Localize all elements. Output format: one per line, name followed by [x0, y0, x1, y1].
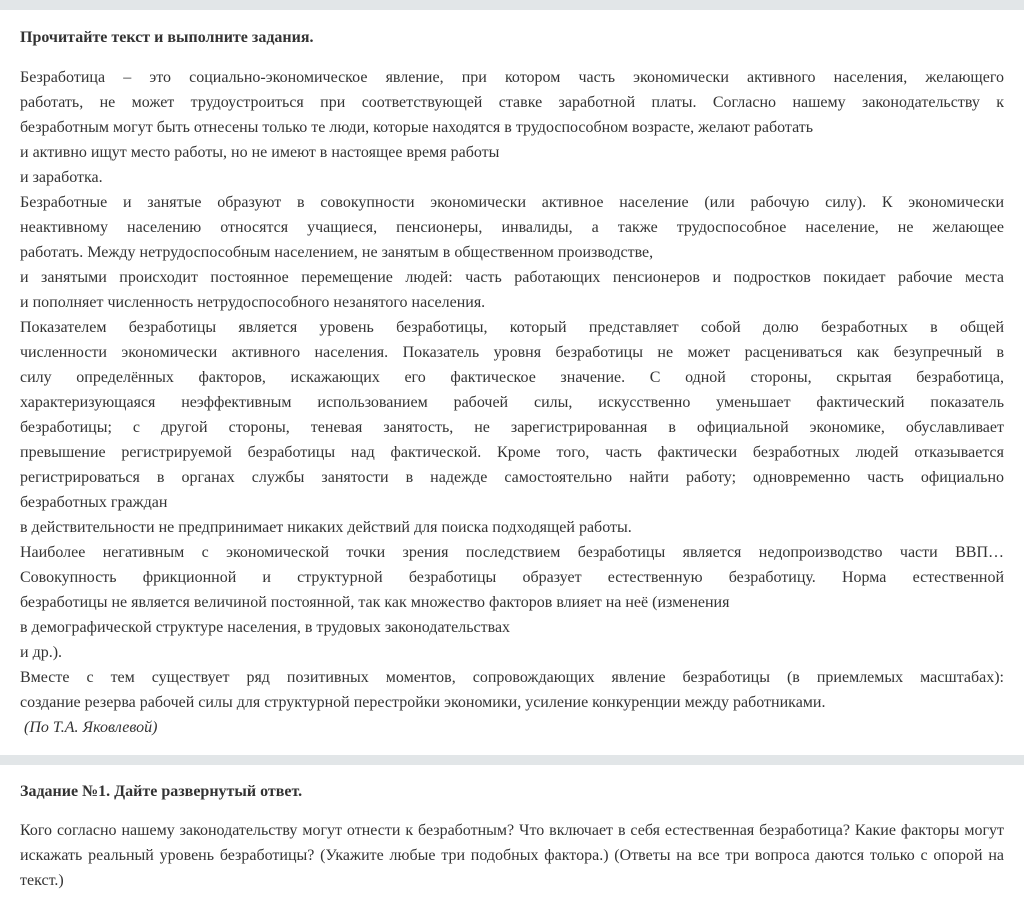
text-line: в действительности не предпринимает никаких действий для поиска подходящей работы. [20, 519, 632, 536]
attribution: (По Т.А. Яковлевой) [20, 719, 158, 736]
text-line: Безработные и занятые образуют в совокупности экономически активное население (или рабочую силу). К экономически [20, 194, 1004, 211]
task-1-title: Задание №1. Дайте развернутый ответ. [20, 783, 303, 800]
text-line: безработных граждан [20, 494, 168, 511]
text-line: и занятыми происходит постоянное перемещение людей: часть работающих пенсионеров и подростков покидает рабочие места [20, 269, 1004, 286]
text-line: и пополняет численность нетрудоспособного незанятого населения. [20, 294, 486, 311]
text-line: и др.). [20, 644, 63, 661]
text-line: в демографической структуре населения, в трудовых законодательствах [20, 619, 511, 636]
text-line: и заработка. [20, 169, 103, 186]
text-line: безработным могут быть отнесены только те люди, которые находятся в трудоспособном возрасте, желают работать [20, 119, 814, 136]
text-line: Совокупность фрикционной и структурной безработицы образует естественную безработицу. Норма естественной [20, 569, 1004, 586]
text-line: и активно ищут место работы, но не имеют в настоящее время работы [20, 144, 500, 161]
text-line: регистрироваться в органах службы занятости в надежде самостоятельно найти работу; одновременно часть официально [20, 469, 1004, 486]
task-1-question: Кого согласно нашему законодательству могут отнести к безработным? Что включает в себя естественная безработица? Какие факторы могут искажать реальный уровень безработицы? (Укажите любые три подобных фактора.) (Ответы на все три вопроса даются только с опорой на текст.) [20, 822, 1004, 889]
text-line: безработицы не является величиной постоянной, так как множество факторов влияет на неё (изменения [20, 594, 730, 611]
reading-title: Прочитайте текст и выполните задания. [20, 29, 314, 46]
text-line: характеризующаяся неэффективным использованием рабочей силы, искусственно уменьшает фактический показатель [20, 394, 1004, 411]
text-line: создание резерва рабочей силы для структурной перестройки экономики, усиление конкуренции между работниками. [20, 694, 826, 711]
text-line: работать. Между нетрудоспособным населением, не занятым в общественном производстве, [20, 244, 654, 261]
text-line: безработицы; с другой стороны, теневая занятость, не зарегистрированная в официальной экономике, обуславливает [20, 419, 1004, 436]
text-line: Безработица – это социально-экономическое явление, при котором часть экономически активного населения, желающего [20, 69, 1004, 86]
text-line: численности экономически активного населения. Показатель уровня безработицы не может расцениваться как безупречный в [20, 344, 1004, 361]
text-line: Вместе с тем существует ряд позитивных моментов, сопровождающих явление безработицы (в приемлемых масштабах): [20, 669, 1004, 686]
text-line: Наиболее негативным с экономической точки зрения последствием безработицы является недопроизводство части ВВП… [20, 544, 1004, 561]
text-line: неактивному населению относятся учащиеся, пенсионеры, инвалиды, а также трудоспособное население, не желающее [20, 219, 1004, 236]
text-line: работать, не может трудоустроиться при соответствующей ставке заработной платы. Согласно нашему законодательству к [20, 94, 1004, 111]
text-line: Показателем безработицы является уровень безработицы, который представляет собой долю безработных в общей [20, 319, 1004, 336]
reading-text [20, 65, 1004, 740]
text-line: превышение регистрируемой безработицы над фактической. Кроме того, часть фактически безработных людей отказывается [20, 444, 1004, 461]
reading-passage-panel [0, 10, 1024, 755]
text-line: силу определённых факторов, искажающих его фактическое значение. С одной стороны, скрытая безработица, [20, 369, 1004, 386]
task-1-panel [0, 765, 1024, 916]
